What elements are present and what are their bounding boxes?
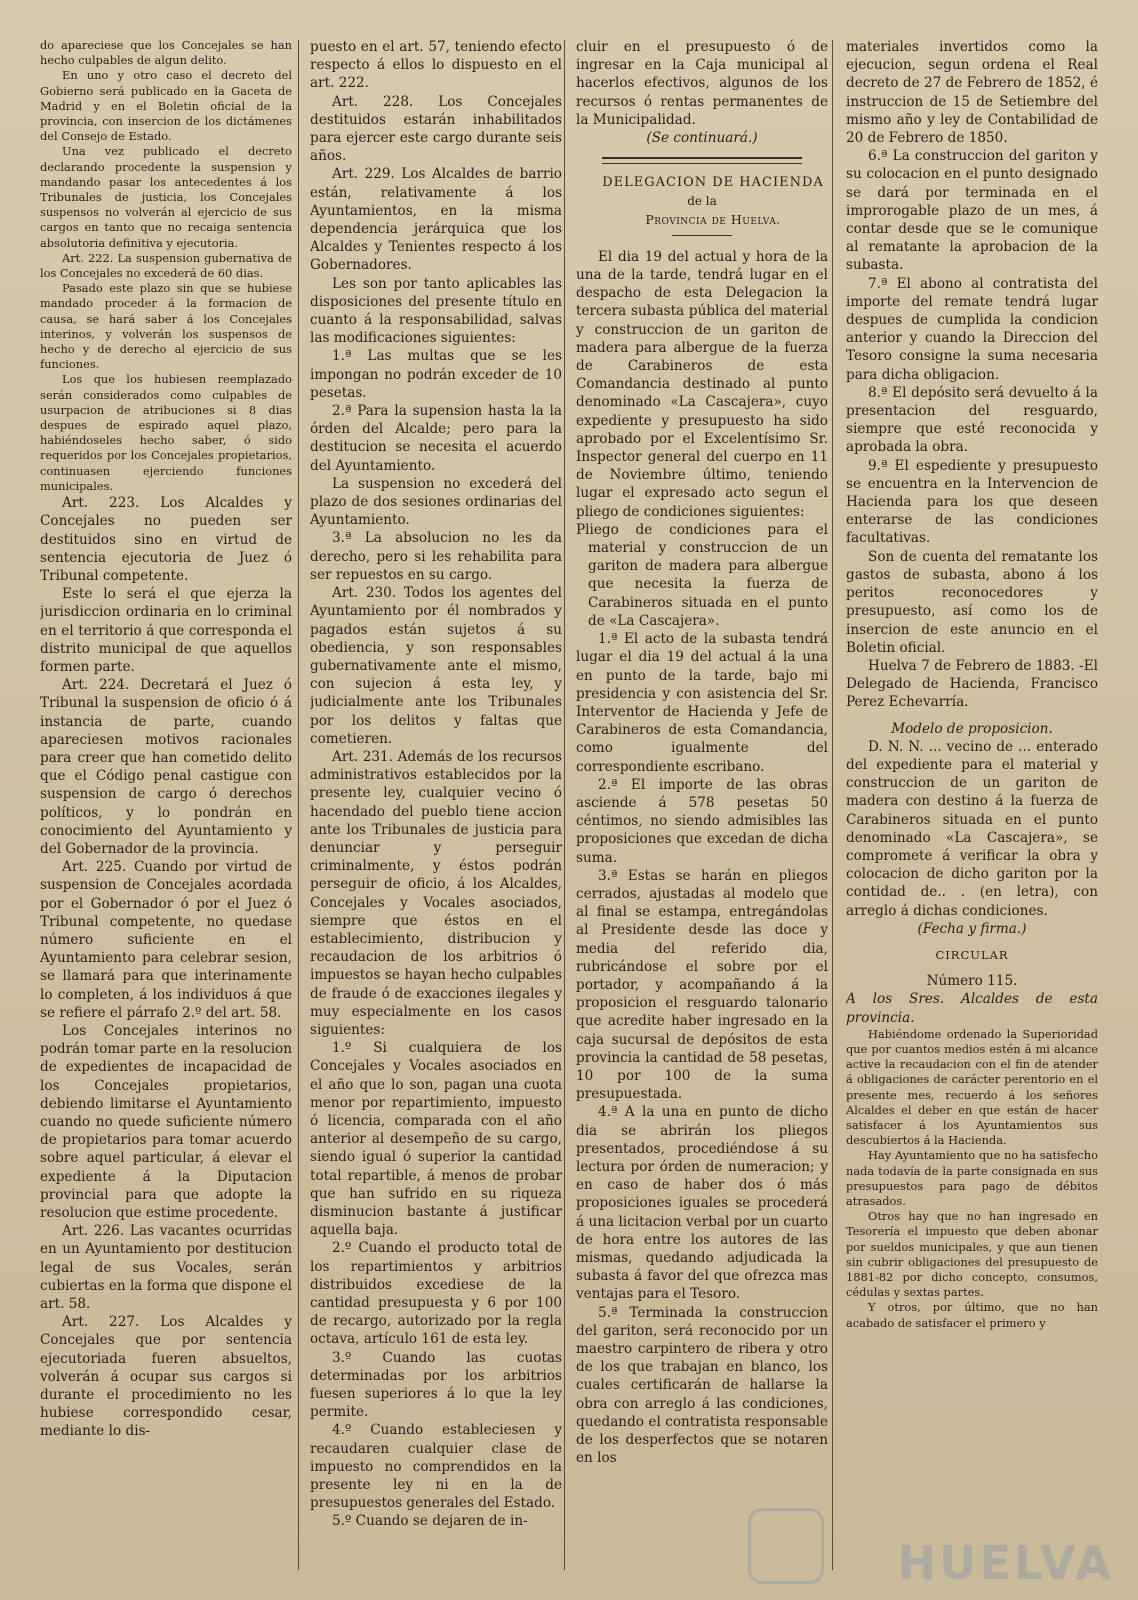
paragraph: Otros hay que no han ingresado en Tesorería el impuesto que deben abonar por sueldos municipales, y que aun tienen sin cubrir obligaciones del presupuesto de 1881-82 por dicho concepto, consumos, cédulas y sextas partes. bbox=[846, 1209, 1098, 1300]
paragraph: do apareciese que los Concejales se han hecho culpables de algun delito. bbox=[40, 38, 292, 68]
paragraph: materiales invertidos como la ejecucion, segun ordena el Real decreto de 27 de Febrero de 1852, é instruccion de 15 de Setiembre del mismo año y ley de Contabilidad de 20 de Febrero de 1850. bbox=[846, 39, 1098, 147]
paragraph: Habiéndome ordenado la Superioridad que por cuantos medios estén á mi alcance active la recaudacion con el fin de atender á obligaciones de carácter perentorio en el presente mes, recuerdo á los señores Alcaldes el deber en que están de hacer satisfacer á los Ayuntamientos sus descubiertos á la Hacienda. bbox=[846, 1026, 1098, 1148]
column-3 bbox=[576, 38, 828, 1598]
paragraph: Una vez publicado el decreto declarando procedente la suspension y mandando pasar los antecedentes á los Tribunales de justicia, los Concejales suspensos no volverán al ejercicio de sus cargos en tanto que no recaiga sentencia absolutoria definitiva y ejecutoria. bbox=[40, 144, 292, 250]
column-rule bbox=[564, 40, 565, 1570]
circular-number: Número 115. bbox=[926, 973, 1018, 990]
paragraph: 2.ª Para la supension hasta la la órden del Alcalde; pero para la destitucion se necesita el acuerdo del Ayuntamiento. bbox=[310, 403, 562, 474]
paragraph: Los que los hubiesen reemplazado serán considerados como culpables de usurpacion de atribuciones si 8 dias despues de espirado aquel plazo, habiéndoseles hecho saber, ó sido requeridos por los Concejales propietarios, continuasen ejerciendo funciones municipales. bbox=[40, 372, 292, 493]
archive-watermark: HUELVA bbox=[897, 1536, 1114, 1590]
column-2 bbox=[310, 38, 562, 1598]
paragraph: 3.º Cuando las cuotas determinadas por los arbitrios fuesen superiores á lo que la ley permite. bbox=[310, 1349, 562, 1421]
paragraph: 1.ª Las multas que se les impongan no podrán exceder de 10 pesetas. bbox=[310, 348, 562, 401]
paragraph: 3.ª La absolucion no les da derecho, pero si les rehabilita para ser repuestos en su cargo. bbox=[310, 530, 562, 583]
condition-item: 3.ª Estas se harán en pliegos cerrados, ajustadas al modelo que al final se estampa, entregándolas al Presidente desde las doce y media del referido dia, rubricándose el sobre por el portador, y acompañando á la proposicion el resguardo talonario que acredite haber ingresado en la caja sucursal de depósitos de esta provincia la cantidad de 58 pesetas, 10 por 100 de la suma presupuestada. bbox=[576, 867, 828, 1103]
paragraph: puesto en el art. 57, teniendo efecto respecto á ellos lo dispuesto en el art. 222. bbox=[310, 39, 562, 92]
divider bbox=[672, 235, 732, 236]
section-province: Provincia de Huelva. bbox=[645, 211, 781, 227]
section-heading: DELEGACION DE HACIENDA bbox=[602, 175, 824, 191]
paragraph: Art. 227. Los Alcaldes y Concejales que por sentencia ejecutoriada fueren absueltos, volverán á ocupar sus cargos si durante el procedimiento no les hubiese correspondido cesar, mediante lo dis- bbox=[40, 1314, 292, 1440]
paragraph: Les son por tanto aplicables las disposiciones del presente título en cuanto á la responsabilidad, salvas las modificaciones siguientes: bbox=[310, 275, 562, 347]
paragraph: 1.º Si cualquiera de los Concejales y Vocales asociados en el año que lo son, pagan una cuota menor por repartimiento, impuesto ó licencia, comparada con el año anterior al desempeño de su cargo, siendo igual ó superior la cantidad total repartible, á menos de probar que han sufrido en su riqueza disminucion bastante á justificar aquella baja. bbox=[310, 1040, 562, 1239]
paragraph: Art. 226. Las vacantes ocurridas en un Ayuntamiento por destitucion legal de sus Vocales, serán cubiertas en la forma que dispone el art. 58. bbox=[40, 1223, 292, 1313]
paragraph: Hay Ayuntamiento que no ha satisfecho nada todavía de la parte consignada en sus presupuestos para pago de débitos atrasados. bbox=[846, 1148, 1098, 1208]
paragraph: En uno y otro caso el decreto del Gobierno será publicado en la Gaceta de Madrid y en el Boletin oficial de la provincia, con insercion de los dictámenes del Consejo de Estado. bbox=[40, 68, 292, 144]
condition-item: 2.ª El importe de las obras asciende á 578 pesetas 50 céntimos, no siendo admisibles las proposiciones que excedan de dicha suma. bbox=[576, 776, 828, 866]
column-rule bbox=[832, 40, 833, 1570]
paragraph: Art. 231. Además de los recursos administrativos establecidos por la presente ley, cualquier vecino ó hacendado del pueblo tiene accion ante los Tribunales de justicia para denunciar y perseguir criminalmente, y éstos podrán perseguir de oficio, á los Alcaldes, Concejales y Vocales asociados, siempre que éstos en el establecimiento, distribucion y recaudacion de los arbitrios ó impuestos se hayan hecho culpables de fraude ó de exacciones ilegales y muy especialmente en los casos siguientes: bbox=[310, 748, 562, 1038]
paragraph: Art. 228. Los Concejales destituidos estarán inhabilitados para ejercer este cargo durante seis años. bbox=[310, 93, 562, 165]
condition-item: 6.ª La construccion del gariton y su colocacion en el punto designado se dará por terminada en el improrogable plazo de un mes, á contar desde que se le comunique al rematante la aprobacion de la subasta. bbox=[846, 148, 1098, 274]
column-1 bbox=[40, 38, 292, 1598]
paragraph: cluir en el presupuesto ó de ingresar en la Caja municipal al hacerlos efectivos, algunos de los recursos ó rentas permanentes de la Municipalidad. bbox=[576, 39, 828, 128]
column-rule bbox=[298, 40, 299, 1570]
archive-seal-icon bbox=[748, 1508, 824, 1584]
paragraph: El dia 19 del actual y hora de la una de la tarde, tendrá lugar en el despacho de esta Delegacion la tercera subasta pública del material y construccion de un gariton de madera para albergue de la fuerza de Carabineros de esta Comandancia destinado al punto denominado «La Cascajera», cuyo expediente y presupuesto ha sido aprobado por el Excelentísimo Sr. Inspector general del cuerpo en 11 de Noviembre último, teniendo lugar el expresado acto segun el pliego de condiciones siguientes: bbox=[576, 248, 828, 520]
paragraph: Pasado este plazo sin que se hubiese mandado proceder á la formacion de causa, se hará saber á los Concejales interinos, y volverán los suspensos de hecho y de derecho al ejercicio de sus funciones. bbox=[40, 281, 292, 372]
paragraph: Son de cuenta del rematante los gastos de subasta, abono á los peritos reconocedores y presupuesto, así como los de insercion de este anuncio en el Boletin oficial. bbox=[846, 548, 1098, 656]
circular-heading: CIRCULAR bbox=[935, 947, 1009, 962]
circular-recipients: A los Sres. Alcaldes de esta provincia. bbox=[846, 991, 1098, 1026]
condition-item: 8.ª El depósito será devuelto á la presentacion del resguardo, siempre que esté reconocida y aprobada la obra. bbox=[846, 384, 1098, 456]
modelo-title: Modelo de proposicion. bbox=[891, 720, 1053, 737]
condition-item: 7.ª El abono al contratista del importe del remate tendrá lugar despues de cumplida la condicion anterior y cuando la Direccion del Tesoro consigne la suma necesaria para dicha obligacion. bbox=[846, 275, 1098, 383]
paragraph: Art. 229. Los Alcaldes de barrio están, relativamente á los Ayuntamientos, en la misma dependencia jerárquica que los Alcaldes y Tenientes respecto á los Gobernadores. bbox=[310, 166, 562, 274]
paragraph: Y otros, por último, que no han acabado de satisfacer el primero y bbox=[846, 1300, 1098, 1330]
section-separator bbox=[602, 157, 802, 164]
section-subheading: de la bbox=[687, 194, 717, 209]
paragraph: Art. 224. Decretará el Juez ó Tribunal la suspension de oficio ó á instancia de parte, cuando apareciesen motivos racionales para creer que han cometido delito que el Código penal castigue con suspension de cargo ó derechos políticos, y lo pondrán en conocimiento del Ayuntamiento y del Gobernador de la provincia. bbox=[40, 677, 292, 857]
paragraph: 4.º Cuando estableciesen y recaudaren cualquier clase de impuesto no comprendidos en la presente ley ni en la de presupuestos generales del Estado. bbox=[310, 1422, 562, 1512]
paragraph: Art. 230. Todos los agentes del Ayuntamiento por él nombrados y pagados están sujetos á su obediencia, y son responsables gubernativamente ante el mismo, con sujecion á esta ley, y judicialmente ante los Tribunales por los delitos y faltas que cometieren. bbox=[310, 585, 562, 747]
paragraph: Los Concejales interinos no podrán tomar parte en la resolucion de expedientes de incapacidad de los Concejales propietarios, debiendo limitarse el Ayuntamiento cuando no quede suficiente número de propietarios para tomar acuerdo sobre aquel particular, á elevar el expediente á la Diputacion provincial para que adopte la resolucion que estime procedente. bbox=[40, 1022, 292, 1222]
paragraph: 2.º Cuando el producto total de los repartimientos y arbitrios distribuidos excediese de la cantidad presupuesta y 6 por 100 de recargo, autorizado por la regla octava, artículo 161 de esta ley. bbox=[310, 1240, 562, 1348]
paragraph: Este lo será el que ejerza la jurisdiccion ordinaria en lo criminal en el territorio á que corresponda el distrito municipal de que aquellos formen parte. bbox=[40, 586, 292, 675]
paragraph: D. N. N. ... vecino de ... enterado del expediente para el material y construccion de un gariton de madera con destino á la fuerza de Carabineros situada en el punto denominado «La Cascajera», se compromete á verificar la obra y colocacion de dicho gariton por la contidad de.. . (en letra), con arreglo á dichas condiciones. bbox=[846, 738, 1098, 919]
fecha-firma: (Fecha y firma.) bbox=[917, 920, 1027, 937]
paragraph: Art. 222. La suspension gubernativa de los Concejales no excederá de 60 dias. bbox=[40, 250, 292, 281]
condition-item: 5.ª Terminada la construccion del gariton, será reconocido por un maestro carpintero de ribera y otro de los que trabajan en blanco, los cuales certificarán de hallarse la obra con arreglo á las condiciones, quedando el contratista responsable de los desperfectos que se notaren en los bbox=[576, 1304, 828, 1467]
condition-item: 9.ª El espediente y presupuesto se encuentra en la Intervencion de Hacienda para los que deseen enterarse de las condiciones facultativas. bbox=[846, 457, 1098, 547]
condition-item: 4.ª A la una en punto de dicho dia se abrirán los pliegos presentados, procediéndose á su lectura por órden de numeracion; y en caso de haber dos ó más proposiciones iguales se procederá á una licitacion verbal por un cuarto de hora entre los autores de las mismas, quedando adjudicada la subasta á favor del que ofrezca mas ventajas para el Tesoro. bbox=[576, 1104, 828, 1303]
date-signature: Huelva 7 de Febrero de 1883. -El Delegado de Hacienda, Francisco Perez Echevarría. bbox=[846, 657, 1098, 711]
paragraph: Art. 223. Los Alcaldes y Concejales no pueden ser destituidos sino en virtud de sentencia ejecutoria de Juez ó Tribunal competente. bbox=[40, 495, 292, 584]
paragraph: 5.º Cuando se dejaren de in- bbox=[332, 1513, 528, 1530]
continued-note: (Se continuará.) bbox=[646, 130, 758, 147]
paragraph: Art. 225. Cuando por virtud de suspension de Concejales acordada por el Gobernador ó por el Juez ó Tribunal competente, no quedase número suficiente en el Ayuntamiento para celebrar sesion, se llamará para que interinamente lo completen, á los individuos á que se refiere el párrafo 2.º del art. 58. bbox=[40, 859, 292, 1021]
pliego-title: Pliego de condiciones para el material y construccion de un gariton de madera para albergue que necesita la fuerza de Carabineros situada en el punto de «La Cascajera». bbox=[576, 521, 828, 629]
paragraph: La suspension no excederá del plazo de dos sesiones ordinarias del Ayuntamiento. bbox=[310, 475, 562, 529]
condition-item: 1.ª El acto de la subasta tendrá lugar el dia 19 del actual á la una en punto de la tarde, bajo mi presidencia y con asistencia del Sr. Interventor de Hacienda y Jefe de Carabineros de esta Comandancia, como igualmente del correspondiente escribano. bbox=[576, 631, 828, 775]
column-4 bbox=[846, 38, 1098, 1598]
